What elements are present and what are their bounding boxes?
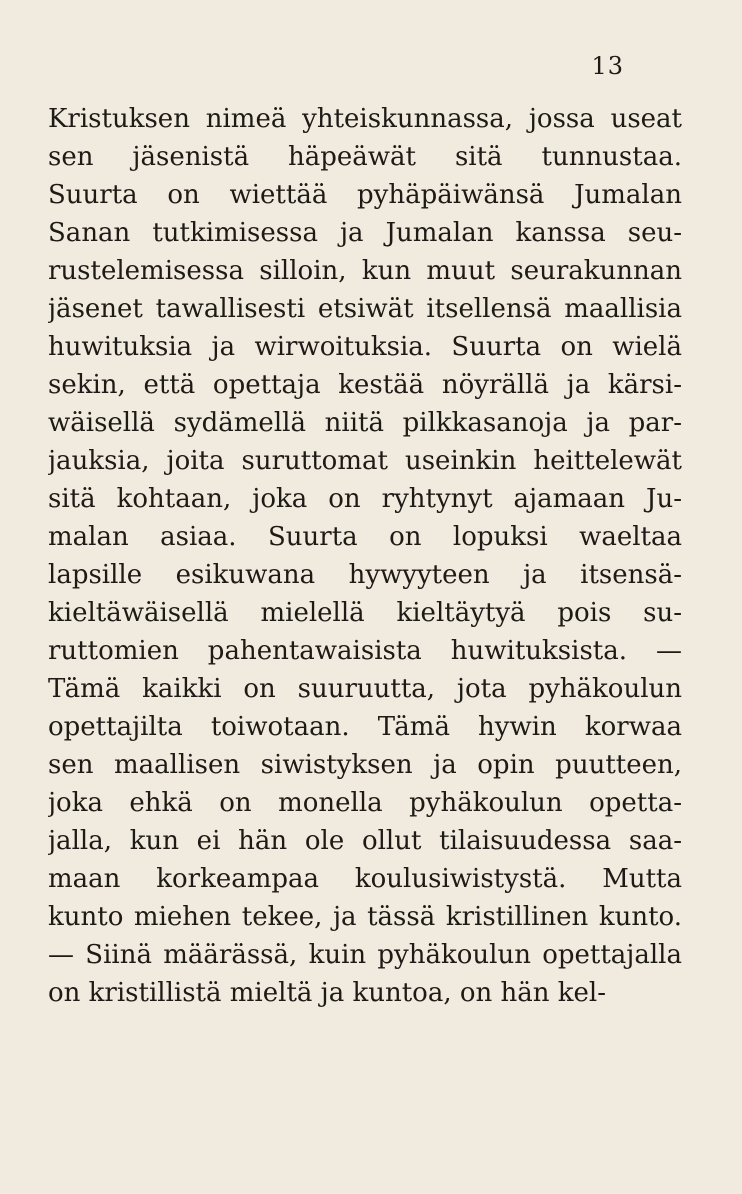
text-line: maan korkeampaa koulusiwistystä. Mutta — [48, 864, 682, 894]
page-number: 13 — [591, 52, 624, 80]
body-text — [48, 100, 682, 1012]
text-line: — Siinä määrässä, kuin pyhäkoulun opettajalla — [48, 940, 682, 970]
text-line: sen jäsenistä häpeäwät sitä tunnustaa. — [48, 142, 682, 172]
text-line: opettajilta toiwotaan. Tämä hywin korwaa — [48, 712, 682, 742]
text-line: joka ehkä on monella pyhäkoulun opetta- — [48, 788, 682, 818]
text-line: Sanan tutkimisessa ja Jumalan kanssa seu- — [48, 218, 682, 248]
text-line: Tämä kaikki on suuruutta, jota pyhäkoulun — [48, 674, 682, 704]
text-line: huwituksia ja wirwoituksia. Suurta on wielä — [48, 332, 682, 362]
text-line: Suurta on wiettää pyhäpäiwänsä Jumalan — [48, 180, 682, 210]
text-line: sekin, että opettaja kestää nöyrällä ja kärsi- — [48, 370, 682, 400]
text-line: lapsille esikuwana hywyyteen ja itsensä- — [48, 560, 682, 590]
text-line: kunto miehen tekee, ja tässä kristillinen kunto. — [48, 902, 682, 932]
text-line: kieltäwäisellä mielellä kieltäytyä pois su- — [48, 598, 682, 628]
text-line: wäisellä sydämellä niitä pilkkasanoja ja par- — [48, 408, 682, 438]
text-line: jäsenet tawallisesti etsiwät itsellensä maallisia — [48, 294, 682, 324]
text-line: sitä kohtaan, joka on ryhtynyt ajamaan Ju- — [48, 484, 682, 514]
text-line: ruttomien pahentawaisista huwituksista. — — [48, 636, 682, 666]
text-line: malan asiaa. Suurta on lopuksi waeltaa — [48, 522, 682, 552]
text-line: rustelemisessa silloin, kun muut seurakunnan — [48, 256, 682, 286]
text-line: Kristuksen nimeä yhteiskunnassa, jossa useat — [48, 104, 682, 134]
text-line: jauksia, joita suruttomat useinkin heittelewät — [48, 446, 682, 476]
text-line: jalla, kun ei hän ole ollut tilaisuudessa saa- — [48, 826, 682, 856]
text-line: on kristillistä mieltä ja kuntoa, on hän kel- — [48, 978, 607, 1008]
text-line: sen maallisen siwistyksen ja opin puutteen, — [48, 750, 682, 780]
